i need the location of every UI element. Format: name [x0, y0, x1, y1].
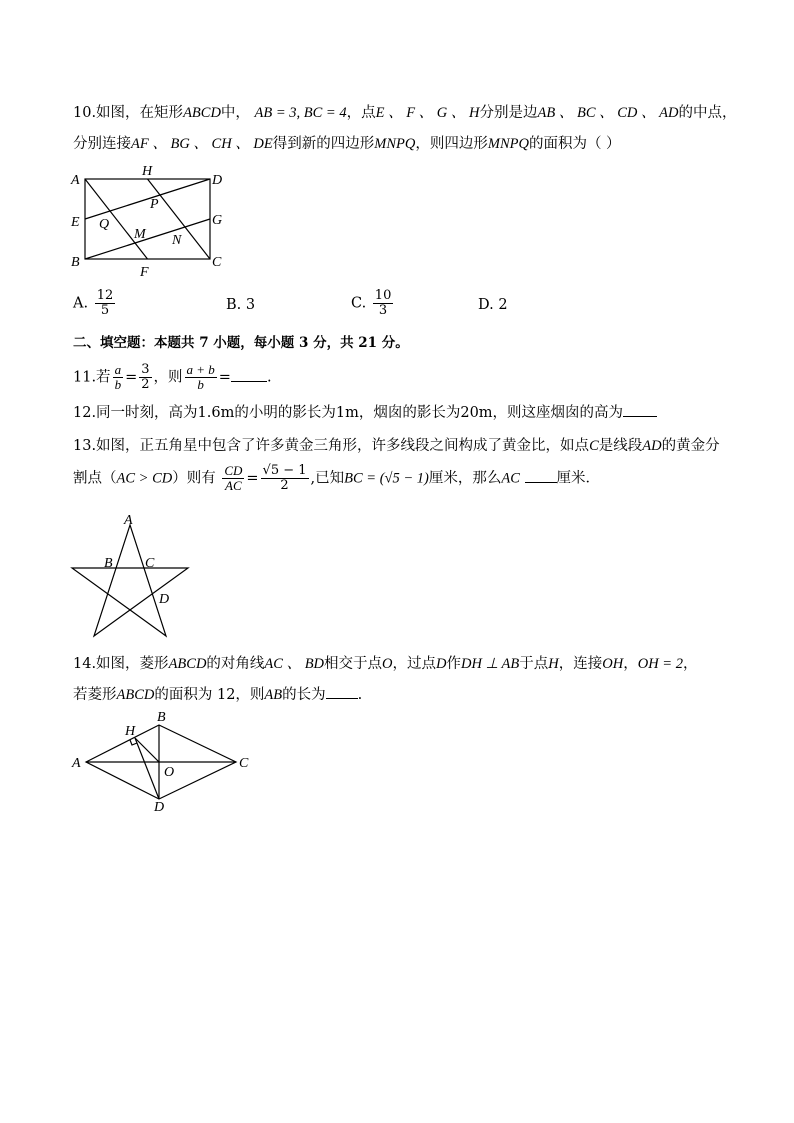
segment-de — [85, 179, 210, 219]
q10-text: ，则四边形 — [415, 136, 488, 152]
q14-point: D — [436, 656, 447, 672]
label-b: B — [71, 255, 80, 270]
q14-given: OH = 2 — [637, 656, 683, 672]
q14-text: 若菱形 — [73, 687, 117, 703]
q13-text: 割点（ — [73, 470, 117, 487]
denominator: AC — [225, 478, 242, 493]
q10-segments: AF 、 BG 、 CH 、 DE — [131, 136, 273, 152]
label-a: A — [71, 173, 80, 188]
fraction — [373, 289, 394, 318]
q10-option-d[interactable]: D. 2 — [478, 297, 508, 313]
label-o: O — [164, 765, 175, 780]
fraction — [113, 363, 124, 392]
q13-text: 厘米． — [556, 470, 600, 487]
label-d: D — [159, 592, 170, 607]
answer-blank[interactable] — [525, 482, 557, 483]
label-a: A — [72, 756, 81, 771]
label-d: D — [154, 800, 165, 815]
q10-sides: AB 、 BC 、 CD 、 AD — [537, 105, 679, 121]
q13-text: 13.如图，正五角星中包含了许多黄金三角形，许多线段之间构成了黄金比，如点 — [73, 438, 590, 454]
q14-segment: OH — [602, 656, 624, 672]
q10-option-c[interactable] — [351, 289, 395, 318]
q14-text: ，过点 — [392, 656, 437, 672]
q10-given: AB = 3, BC = 4 — [254, 105, 347, 121]
numerator: a + b — [186, 362, 215, 377]
q10-text: 的中点， — [678, 105, 737, 121]
answer-blank[interactable] — [623, 416, 657, 417]
q13-line2 — [73, 464, 600, 493]
option-label: A. — [73, 295, 89, 312]
q10-text: 分别是边 — [479, 105, 538, 121]
numerator: 12 — [96, 288, 114, 303]
q13-text: 厘米，那么 — [428, 470, 502, 487]
q12-text: 12.同一时刻，高为1.6m的小明的影长为1m，烟囱的影长为20m，则这座烟囱的高为 — [73, 405, 624, 421]
answer-blank[interactable] — [231, 381, 267, 382]
q14-text: 14.如图，菱形 — [73, 656, 169, 672]
q14-text: 的长为 — [282, 687, 326, 703]
q13-text: ,已知 — [310, 470, 345, 487]
q12 — [73, 404, 657, 422]
fraction — [95, 289, 116, 318]
q10-rect-name: ABCD — [183, 105, 221, 121]
q14-point: H — [548, 656, 559, 672]
q13-text: 是线段 — [598, 438, 643, 454]
label-f: F — [140, 265, 149, 280]
q13-line1 — [73, 437, 720, 455]
fraction — [261, 464, 309, 493]
denominator: 2 — [141, 377, 150, 392]
q13-segment: AC — [501, 470, 520, 487]
numerator: 3 — [141, 362, 150, 377]
q14-text: . — [357, 687, 363, 703]
q13-segment: AD — [642, 438, 662, 454]
q10-text: 10.如图，在矩形 — [73, 105, 184, 121]
label-b: B — [157, 710, 166, 725]
q14-text: 于点 — [519, 656, 549, 672]
denominator: 5 — [100, 303, 110, 318]
label-h: H — [142, 164, 153, 179]
answer-blank[interactable] — [326, 698, 358, 699]
q13-star-figure — [66, 510, 196, 640]
label-p: P — [150, 197, 159, 212]
label-c: C — [145, 556, 155, 571]
fraction — [139, 363, 151, 392]
q14-text: ，连接 — [558, 656, 603, 672]
q10-text: ，点 — [346, 105, 376, 121]
label-e: E — [71, 215, 80, 230]
label-a: A — [124, 513, 133, 528]
segment-dh — [135, 738, 159, 799]
label-d: D — [212, 173, 223, 188]
q14-text: 作 — [446, 656, 461, 672]
q10-quad: MNPQ — [487, 136, 529, 152]
label-g: G — [212, 213, 223, 228]
q10-line2 — [73, 135, 621, 153]
label-m: M — [134, 227, 146, 242]
label-n: N — [172, 233, 182, 248]
fraction — [222, 464, 244, 493]
q11-text: ，则 — [153, 369, 183, 386]
q10-text: 中， — [220, 105, 250, 121]
q14-text: ， — [623, 656, 638, 672]
denominator: 2 — [280, 478, 289, 493]
section-heading: 二、填空题：本题共 7 小题，每小题 3 分，共 21 分。 — [73, 335, 409, 351]
q14-diagonals: AC 、 BD — [264, 656, 325, 672]
q11 — [73, 363, 272, 392]
q10-text: 分别连接 — [73, 136, 131, 152]
pentagram — [72, 525, 188, 636]
segment-af — [85, 179, 148, 259]
equals: = — [246, 470, 259, 487]
numerator: CD — [224, 463, 243, 478]
numerator: 10 — [374, 288, 392, 303]
q13-text: ）则有 — [172, 470, 216, 487]
q13-text: 的黄金分 — [661, 438, 720, 454]
q14-point: O — [382, 656, 393, 672]
q14-text: ， — [682, 656, 698, 672]
q14-rhombus: ABCD — [168, 656, 207, 672]
numerator: a — [114, 362, 122, 377]
equals: = — [125, 369, 138, 386]
label-h: H — [125, 724, 136, 739]
label-q: Q — [99, 217, 110, 232]
label-b: B — [104, 556, 113, 571]
q10-rectangle-figure — [66, 160, 236, 280]
label-c: C — [239, 756, 249, 771]
q10-points: E 、 F 、 G 、 H — [375, 105, 480, 121]
q14-text: 的面积为 12，则 — [154, 687, 265, 703]
label-c: C — [212, 255, 222, 270]
q13-given: BC = (√5 − 1) — [344, 470, 429, 487]
q10-option-a[interactable] — [73, 289, 117, 318]
fraction — [185, 363, 217, 392]
q10-line1 — [73, 104, 736, 122]
q14-perpendicular: DH ⊥ AB — [461, 656, 520, 672]
q13-point: C — [589, 438, 599, 454]
denominator: b — [114, 377, 122, 392]
q11-text: 11.若 — [73, 369, 111, 386]
denominator: b — [197, 377, 204, 392]
numerator: √5 − 1 — [262, 463, 307, 478]
q14-text: 的对角线 — [206, 656, 265, 672]
q14-rhombus-figure — [66, 708, 266, 818]
q14-line2 — [73, 686, 362, 704]
q13-condition: AC > CD — [116, 470, 173, 487]
equals: = — [218, 369, 231, 386]
q14-line1 — [73, 655, 697, 673]
q10-option-b[interactable]: B. 3 — [226, 297, 256, 313]
denominator: 3 — [378, 303, 388, 318]
q14-segment: AB — [264, 687, 283, 703]
q14-text: 相交于点 — [324, 656, 383, 672]
q14-rhombus: ABCD — [116, 687, 155, 703]
q10-text: 的面积为（ ） — [528, 136, 621, 152]
segment-oh — [135, 738, 159, 762]
q11-text: . — [266, 369, 272, 386]
option-label: C. — [351, 295, 367, 312]
q10-quad: MNPQ — [374, 136, 416, 152]
q10-text: 得到新的四边形 — [272, 136, 375, 152]
